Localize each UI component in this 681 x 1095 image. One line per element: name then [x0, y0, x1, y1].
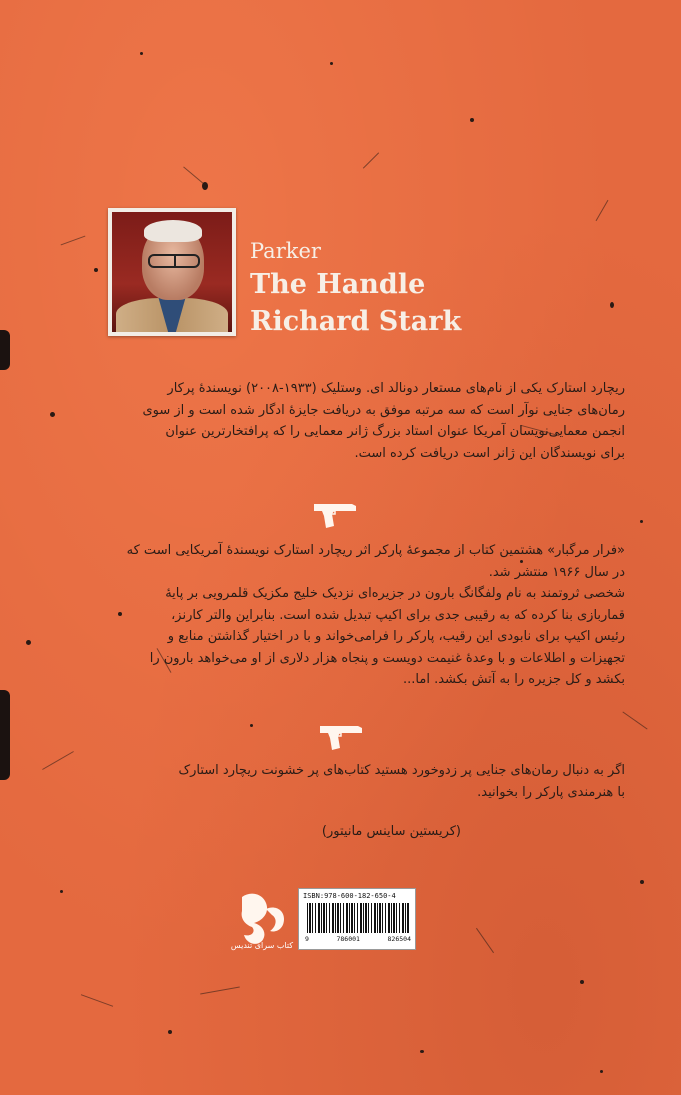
barcode-digit: 786001	[336, 935, 360, 943]
author-portrait-image	[112, 212, 232, 332]
pistol-icon	[312, 500, 360, 530]
series-name: Parker	[250, 239, 321, 263]
barcode-digit: 826504	[387, 935, 411, 943]
isbn-barcode	[298, 888, 416, 950]
synopsis-line: بکشد و کل جزیره را به آتش بکشد. اما...	[403, 672, 625, 687]
title-block	[250, 236, 461, 340]
barcode-digit: 9	[305, 935, 309, 943]
bio-line: انجمن معمایی‌نویسان آمریکا عنوان استاد بزرگ ژانر معمایی را که پرافتخارترین عنوان	[165, 424, 625, 439]
author-photo	[108, 208, 236, 336]
spine-mark-bottom	[0, 690, 10, 780]
synopsis-line: قماربازی بنا کرده که به رقیبی جدی برای اکیپ تبدیل شده است. بنابراین والتر کارنز،	[171, 607, 625, 623]
synopsis-line: «فرار مرگبار» هشتمین کتاب از مجموعهٔ پارکر اثر ریچارد استارک نویسندهٔ آمریکایی است که	[126, 543, 625, 558]
barcode-number	[305, 935, 411, 943]
quote-line: اگر به دنبال رمان‌های جنایی پر زدوخورد هستید کتاب‌های پر خشونت ریچارد استارک	[178, 763, 625, 778]
synopsis-line: شخصی ثروتمند به نام ولفگانگ بارون در جزیره‌ای نزدیک خلیج مکزیک قلمرویی بر پایهٔ	[165, 586, 625, 601]
bio-line: ریچارد استارک یکی از نام‌های مستعار دونالد ای. وستلیک (۱۹۳۳-۲۰۰۸) نویسندهٔ پرکار	[167, 381, 625, 396]
review-quote	[178, 760, 625, 803]
bio-line: رمان‌های جنایی نوآر است که سه مرتبه موفق به دریافت جایزهٔ ادگار شده است و از سوی	[142, 402, 625, 418]
author-bio	[142, 378, 625, 464]
synopsis	[127, 540, 625, 691]
synopsis-line: در سال ۱۹۶۶ منتشر شد.	[488, 564, 625, 580]
pistol-icon	[318, 722, 366, 752]
bio-line: برای نویسندگان این ژانر است دریافت کرده است.	[354, 445, 625, 461]
isbn-text: ISBN:978-600-182-650-4	[303, 892, 396, 900]
barcode-bars	[307, 903, 409, 933]
spine-mark-top	[0, 330, 10, 370]
publisher-name: کتاب سرای تندیس	[230, 941, 294, 950]
synopsis-line: تجهیزات و اطلاعات و با وعدهٔ غنیمت دویست و پنجاه هزار دلاری از او می‌خواهد بارون را	[149, 650, 625, 666]
book-title: The Handle	[250, 269, 426, 300]
quote-source: (کریستین ساینس مانیتور)	[321, 824, 461, 839]
quote-line: با هنرمندی پارکر را بخوانید.	[477, 784, 625, 800]
synopsis-line: رئیس اکیپ برای نابودی این رقیب، پارکر را فرامی‌خواند و با در اختیار گذاشتن منابع و	[167, 629, 625, 644]
author-name: Richard Stark	[250, 306, 462, 337]
